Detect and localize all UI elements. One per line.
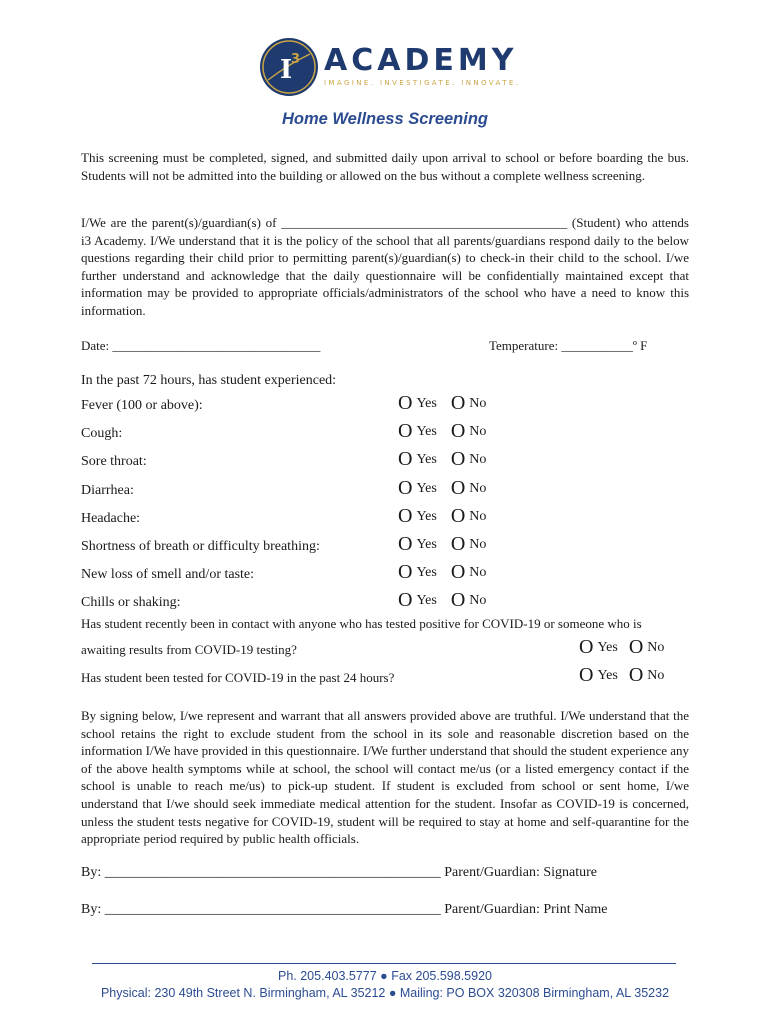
tested-question: Has student been tested for COVID-19 in the past 24 hours? xyxy=(81,670,395,685)
temperature-field[interactable]: Temperature: ___________º F xyxy=(489,338,648,353)
footer-phone: Ph. 205.403.5777 ● Fax 205.598.5920 xyxy=(278,969,492,983)
footer-address: Physical: 230 49th Street N. Birmingham, AL 35212 ● Mailing: PO BOX 320308 Birmingham, AL 35232 xyxy=(100,986,670,1000)
footer-divider xyxy=(92,963,676,964)
symptom-no-radio[interactable]: O No xyxy=(450,561,487,583)
symptom-options xyxy=(398,589,486,612)
print-name-field[interactable]: By: ________________________________________________ Parent/Guardian: Print Name xyxy=(81,902,608,917)
consent-paragraph: I/We are the parent(s)/guardian(s) of ____________________________________________ (Student) who attends i3 Academy. I/We understand that it is the policy of the school that all parents/guardians respond daily to the below questions regarding their child prior to permitting parent(s)/guardian(s) to check-in their child to the school. I/we further understand and acknowledge that the daily questionnaire will be confidentially maintained except that information may be provided to appropriate officials/administrators of the school who have a need to know this information. xyxy=(81,215,689,318)
contact-yes-radio[interactable]: O Yes xyxy=(579,636,618,658)
symptom-yes-radio[interactable]: O Yes xyxy=(398,533,437,555)
symptom-options xyxy=(398,477,486,500)
symptom-label: Chills or shaking: xyxy=(81,595,181,610)
symptom-yes-radio[interactable]: O Yes xyxy=(398,392,437,414)
section-heading: In the past 72 hours, has student experienced: xyxy=(81,373,337,388)
contact-question-cont: awaiting results from COVID-19 testing? xyxy=(81,642,297,657)
svg-text:3: 3 xyxy=(291,52,301,67)
intro-paragraph: This screening must be completed, signed, and submitted daily upon arrival to school or before boarding the bus. Students will not be admitted into the building or allowed on the bus without a complete wellness screening. xyxy=(81,150,689,183)
attestation-paragraph: By signing below, I/we represent and warrant that all answers provided above are truthful. I/We understand that the school retains the right to exclude student from the school in its sole and reasonable discretion based on the information I/We have provided in this questionnaire. I/We further understand that should the student experience any of the above health symptoms while at school, the school will contact me/us (or a listed emergency contact if the school is unable to reach me/us) to pick-up student. If student is excluded from school or sent home, I/we understand that I/we should seek immediate medical attention for the student. Insofar as COVID-19 is concerned, unless the student tests negative for COVID-19, student will be required to stay at home and self-quarantine for the appropriate period required by public health officials. xyxy=(81,708,690,847)
symptom-options xyxy=(398,420,486,443)
page-title: Home Wellness Screening xyxy=(281,110,489,128)
symptom-options xyxy=(398,505,486,528)
symptom-yes-radio[interactable]: O Yes xyxy=(398,477,437,499)
symptom-no-radio[interactable]: O No xyxy=(450,505,487,527)
tested-no-radio[interactable]: O No xyxy=(628,664,665,686)
symptom-yes-radio[interactable]: O Yes xyxy=(398,420,437,442)
symptom-label: Cough: xyxy=(81,426,123,441)
symptom-no-radio[interactable]: O No xyxy=(450,392,487,414)
tested-yes-radio[interactable]: O Yes xyxy=(579,664,618,686)
tested-options xyxy=(579,664,664,687)
symptom-yes-radio[interactable]: O Yes xyxy=(398,448,437,470)
contact-options xyxy=(579,636,664,659)
symptom-yes-radio[interactable]: O Yes xyxy=(398,561,437,583)
date-field[interactable]: Date: ________________________________ xyxy=(81,338,321,353)
symptom-no-radio[interactable]: O No xyxy=(450,420,487,442)
symptom-label: Sore throat: xyxy=(81,454,147,469)
symptom-options xyxy=(398,448,486,471)
signature-field[interactable]: By: ________________________________________________ Parent/Guardian: Signature xyxy=(81,865,598,880)
svg-text:I: I xyxy=(280,55,293,85)
symptom-yes-radio[interactable]: O Yes xyxy=(398,589,437,611)
academy-logo xyxy=(258,36,521,100)
symptom-label: Headache: xyxy=(81,511,141,526)
symptom-label: Fever (100 or above): xyxy=(81,398,203,413)
symptom-no-radio[interactable]: O No xyxy=(450,477,487,499)
symptom-yes-radio[interactable]: O Yes xyxy=(398,505,437,527)
symptom-options xyxy=(398,561,486,584)
symptom-options xyxy=(398,392,486,415)
contact-no-radio[interactable]: O No xyxy=(628,636,665,658)
symptom-no-radio[interactable]: O No xyxy=(450,589,487,611)
symptom-label: Diarrhea: xyxy=(81,483,134,498)
symptom-no-radio[interactable]: O No xyxy=(450,533,487,555)
symptom-no-radio[interactable]: O No xyxy=(450,448,487,470)
i3-emblem-icon xyxy=(258,36,320,98)
logo-tagline: IMAGINE. INVESTIGATE. INNOVATE. xyxy=(324,79,521,87)
symptom-label: New loss of smell and/or taste: xyxy=(81,567,255,582)
contact-question: Has student recently been in contact with anyone who has tested positive for COVID-19 or someone who is xyxy=(81,616,642,631)
symptom-label: Shortness of breath or difficulty breathing: xyxy=(81,539,320,554)
logo-wordmark: ACADEMY xyxy=(324,43,518,78)
symptom-options xyxy=(398,533,486,556)
